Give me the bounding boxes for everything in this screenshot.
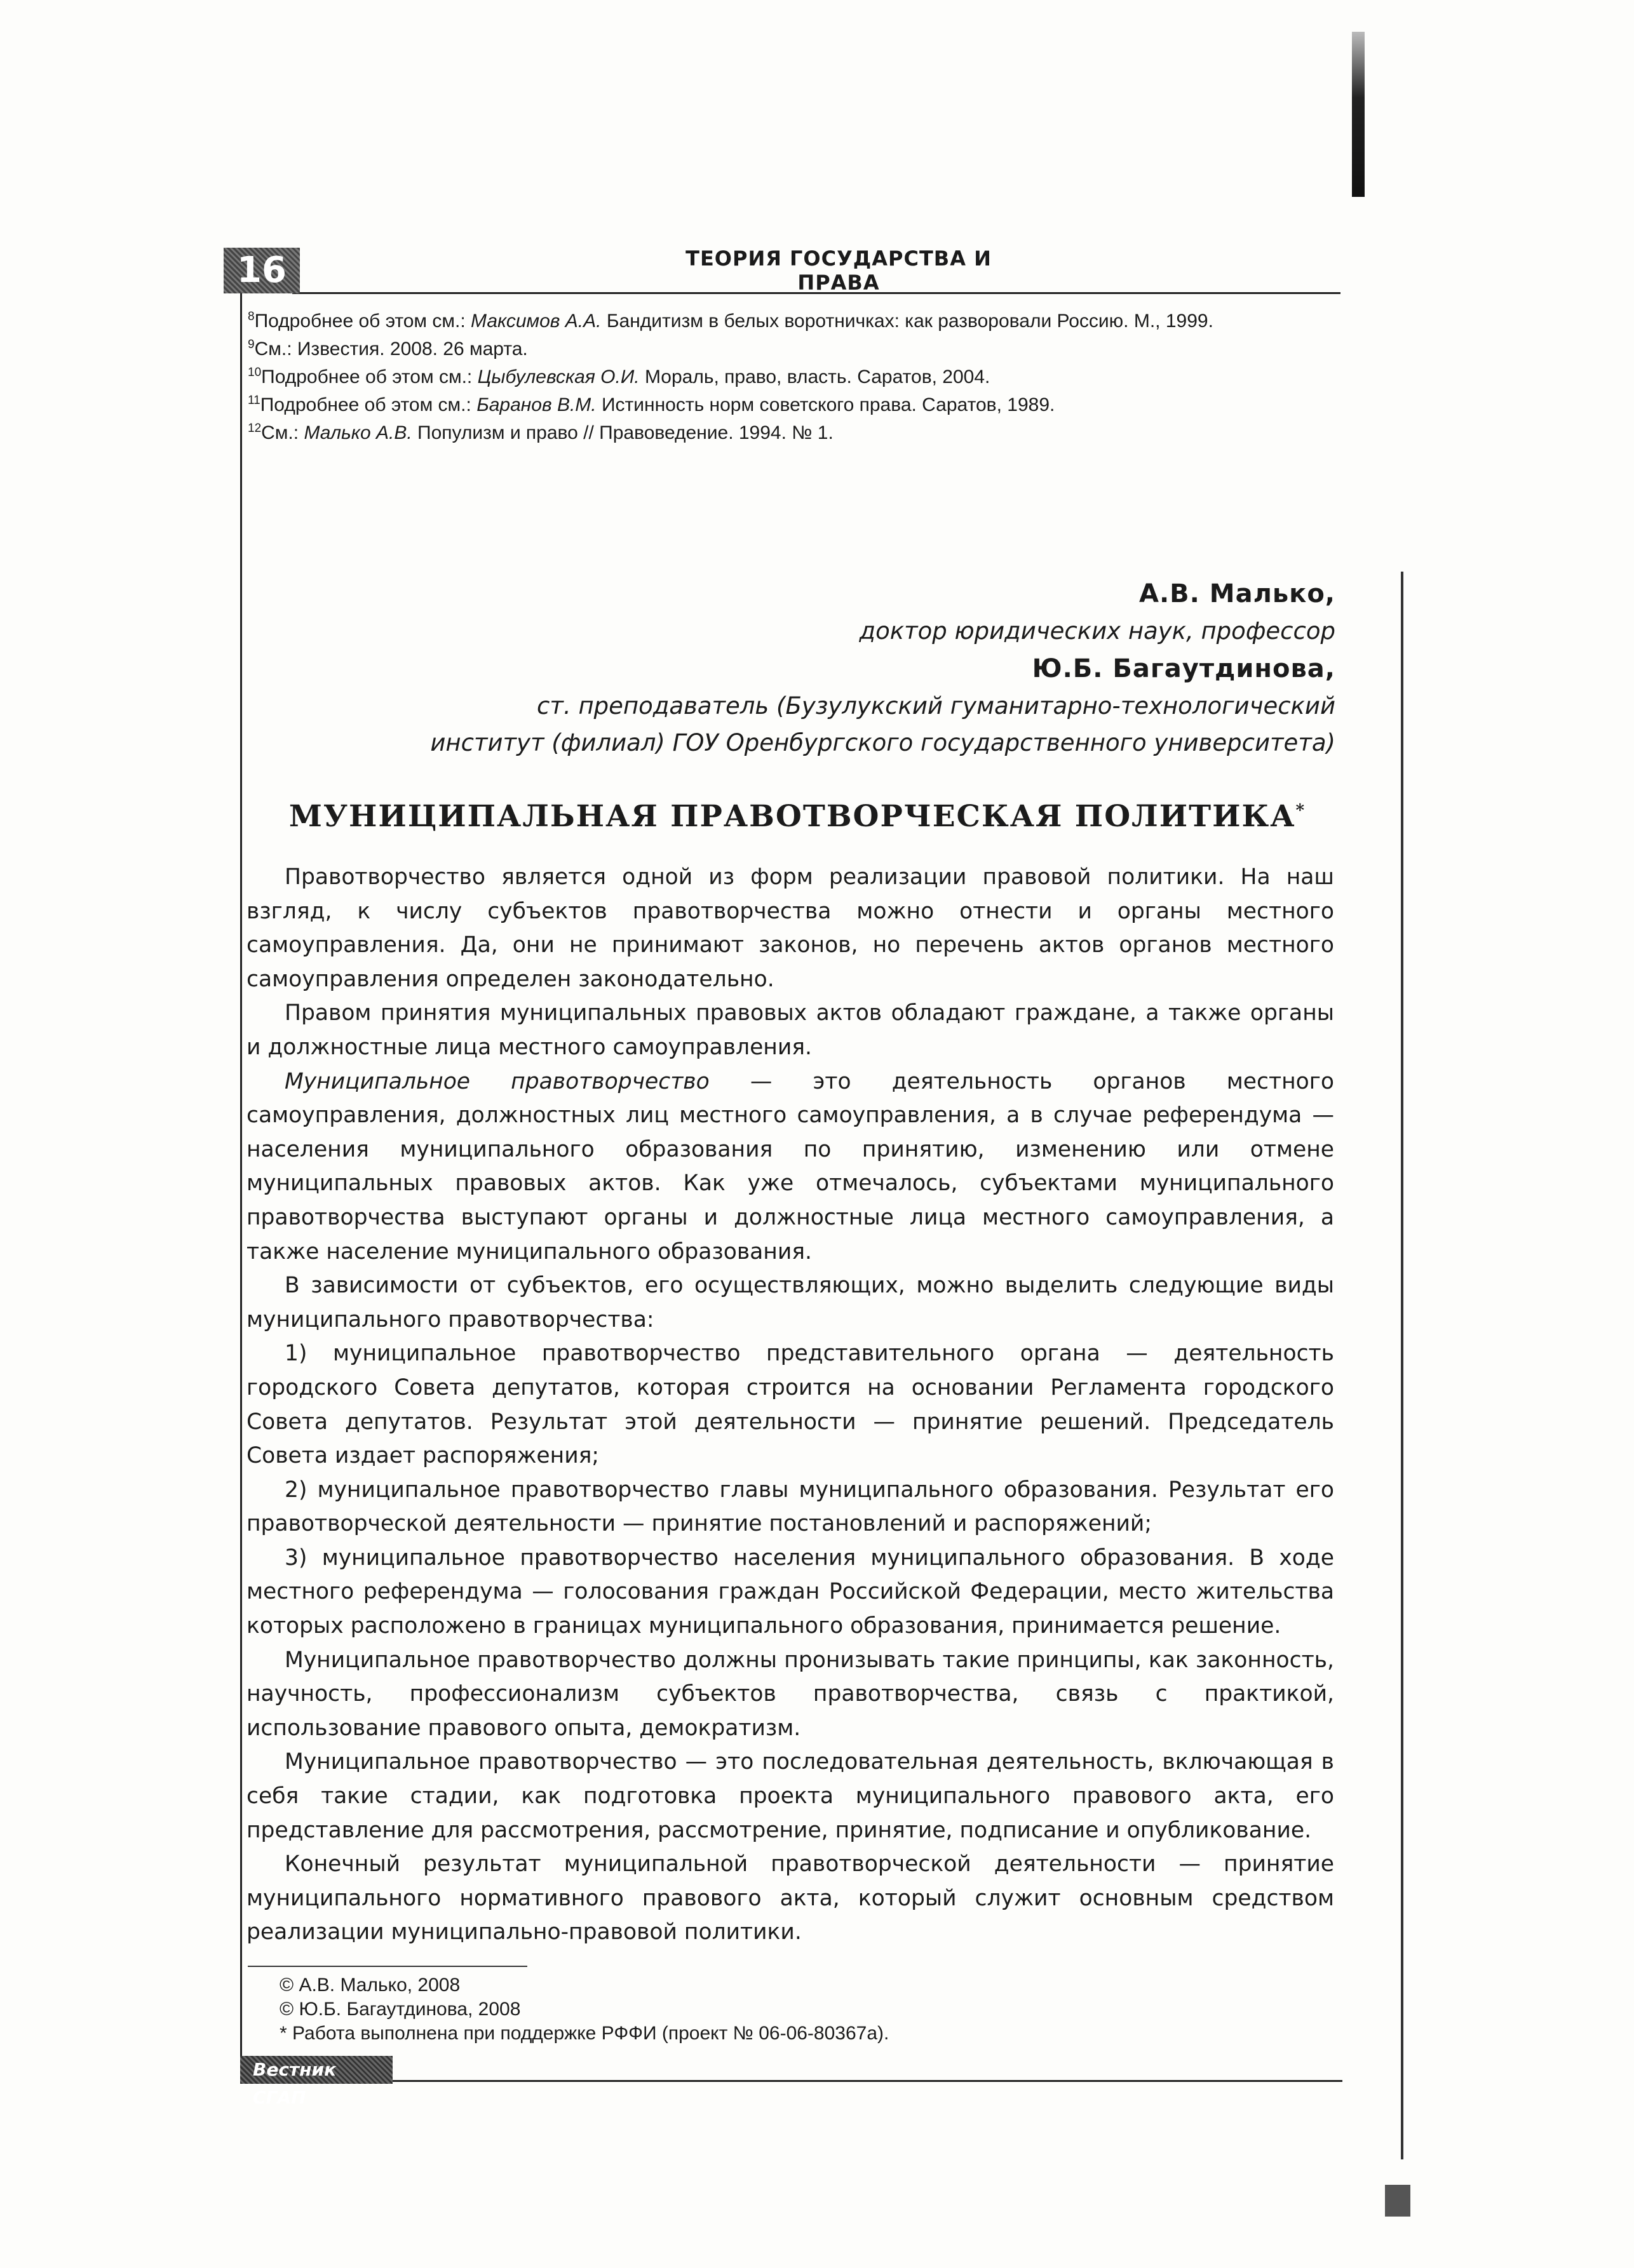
paragraph: Правотворчество является одной из форм реализации правовой политики. На наш взгляд, к числу субъектов правотворчества можно отнести и органы местного самоуправления. Да, они не принимают законов, но перечень актов органов местного самоуправления определен законодательно.: [246, 864, 1334, 992]
running-title: ТЕОРИЯ ГОСУДАРСТВА И ПРАВА: [685, 246, 992, 295]
journal-name: Вестник СГАП: [240, 2056, 393, 2084]
author-name: А.В. Малько,: [1139, 579, 1335, 608]
page-frame-bottom: [240, 2080, 1342, 2082]
author-affiliation: ст. преподаватель (Бузулукский гуманитарно-технологический: [537, 692, 1335, 720]
footnotes: [248, 305, 1347, 445]
page-number: 16: [224, 248, 300, 293]
page-frame-left: [240, 260, 242, 2083]
footnote: $^{10}$Подробнее об этом см.: Цыбулевская О.И. Мораль, право, власть. Саратов, 2004.: [248, 366, 990, 387]
scan-edge-mark-bottom: [1385, 2185, 1410, 2217]
page-frame-right: [1401, 572, 1403, 2159]
footnote: $^{11}$Подробнее об этом см.: Баранов В.М. Истинность норм советского права. Саратов, 1989.: [248, 394, 1055, 415]
funding-note: * Работа выполнена при поддержке РФФИ (проект № 06-06-80367а).: [280, 2023, 889, 2044]
author-name: Ю.Б. Багаутдинова,: [1032, 654, 1335, 683]
copyright-rule: [248, 1966, 527, 1967]
author-affiliation: институт (филиал) ГОУ Оренбургского государственного университета): [430, 729, 1335, 756]
footnote: $^{12}$См.: Малько А.В. Популизм и право // Правоведение. 1994. № 1.: [248, 422, 834, 443]
footnote: $^8$Подробнее об этом см.: Максимов А.А. Бандитизм в белых воротничках: как разворовали Россию. М., 1999.: [248, 310, 1213, 332]
paragraph: В зависимости от субъектов, его осуществляющих, можно выделить следующие виды муниципального правотворчества:: [246, 1273, 1334, 1332]
article-body: [246, 861, 1334, 1950]
list-item: 1) муниципальное правотворчество представительного органа — деятельность городского Совета депутатов, которая строится на основании Регламента городского Совета депутатов. Результат этой деятельности — принятие решений. Председатель Совета издает распоряжения;: [246, 1341, 1334, 1469]
title-footnote-mark: *: [1295, 801, 1306, 821]
copyright-line: © Ю.Б. Багаутдинова, 2008: [280, 1999, 521, 2020]
paragraph: Конечный результат муниципальной правотворческой деятельности — принятие муниципального нормативного правового акта, который служит основным средством реализации муниципально-правовой политики.: [246, 1851, 1334, 1945]
copyright-block: [280, 1973, 889, 2046]
author-block: [430, 575, 1335, 762]
list-item: 3) муниципальное правотворчество населения муниципального образования. В ходе местного референдума — голосования граждан Российской Федерации, место жительства которых расположено в границах муниципального образования, принимается решение.: [246, 1545, 1334, 1639]
article-title: МУНИЦИПАЛЬНАЯ ПРАВОТВОРЧЕСКАЯ ПОЛИТИКА*: [288, 799, 1306, 834]
scan-edge-mark-top: [1352, 32, 1365, 197]
paragraph: Муниципальное правотворчество — это последовательная деятельность, включающая в себя такие стадии, как подготовка проекта муниципального правового акта, его представление для рассмотрения, рассмотрение, принятие, подписание и опубликование.: [246, 1749, 1334, 1843]
list-item: 2) муниципальное правотворчество главы муниципального образования. Результат его правотворческой деятельности — принятие постановлений и распоряжений;: [246, 1477, 1334, 1537]
paragraph: Муниципальное правотворчество — это деятельность органов местного самоуправления, должностных лиц местного самоуправления, а в случае референдума — населения муниципального образования по принятию, изменению или отмене муниципальных правовых актов. Как уже отмечалось, субъектами муниципального правотворчества выступают органы и должностные лица местного самоуправления, а также население муниципального образования.: [246, 1068, 1334, 1265]
author-affiliation: доктор юридических наук, профессор: [859, 617, 1335, 645]
paragraph: Правом принятия муниципальных правовых актов обладают граждане, а также органы и должностные лица местного самоуправления.: [246, 1000, 1334, 1060]
footnote: $^9$См.: Известия. 2008. 26 марта.: [248, 338, 528, 359]
paragraph: Муниципальное правотворчество должны пронизывать такие принципы, как законность, научность, профессионализм субъектов правотворчества, связь с практикой, использование правового опыта, демократизм.: [246, 1647, 1334, 1741]
copyright-line: © А.В. Малько, 2008: [280, 1975, 461, 1996]
